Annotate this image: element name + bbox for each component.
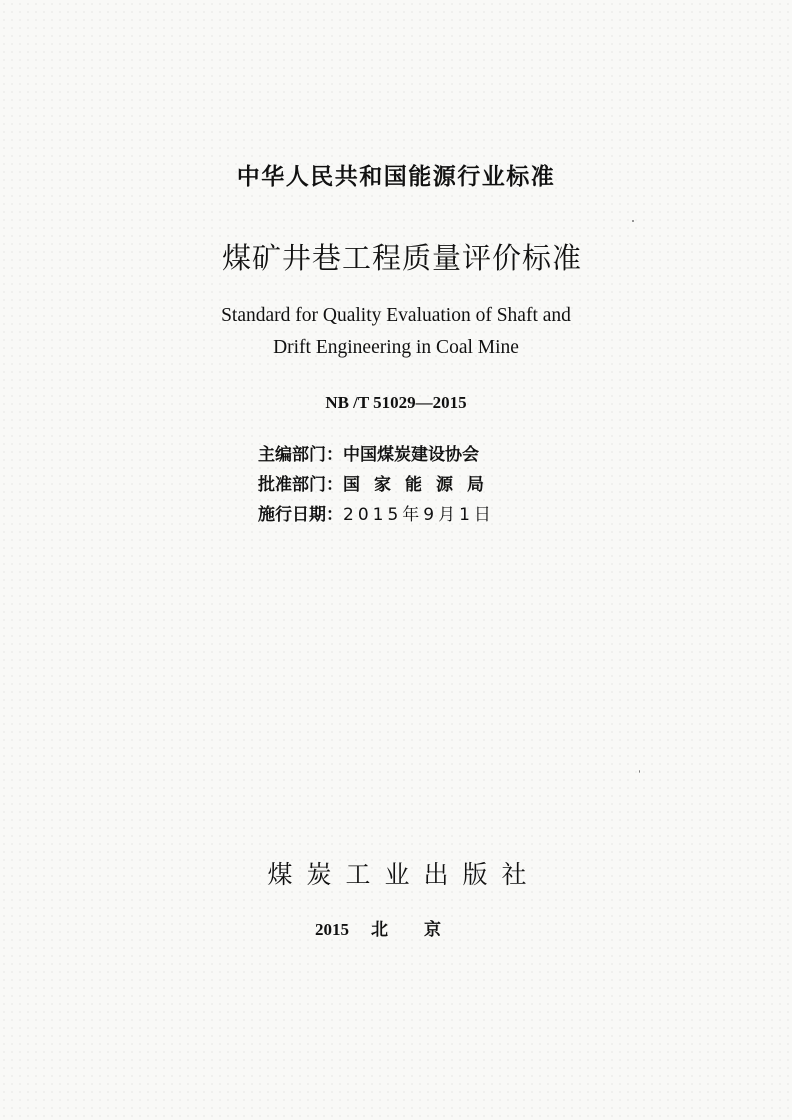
meta-approver-label: 批准部门： xyxy=(258,475,343,495)
scan-speck xyxy=(639,770,640,773)
standard-code: NB /T 51029—2015 xyxy=(325,393,467,412)
meta-effective-value: 2015年9月1日 xyxy=(343,505,495,525)
standard-meta xyxy=(258,440,498,530)
publication-info xyxy=(0,915,792,940)
series-title: 中华人民共和国能源行业标准 xyxy=(236,164,556,190)
publication-city: 北京 xyxy=(371,920,477,940)
meta-editor-row xyxy=(258,440,498,470)
title-english-line-2: Drift Engineering in Coal Mine xyxy=(273,337,519,358)
publication-year: 2015 xyxy=(315,920,349,939)
meta-approver-row xyxy=(258,470,498,500)
meta-approver-value: 国家能源局 xyxy=(343,475,498,495)
publisher-name: 煤炭工业出版社 xyxy=(267,860,541,889)
title-chinese: 煤矿井巷工程质量评价标准 xyxy=(221,241,582,275)
title-english-line-1: Standard for Quality Evaluation of Shaft and xyxy=(221,305,571,326)
meta-effective-label: 施行日期： xyxy=(258,505,343,525)
scan-speck xyxy=(632,220,634,222)
meta-effective-row xyxy=(258,500,498,530)
title-english xyxy=(0,300,792,364)
meta-editor-value: 中国煤炭建设协会 xyxy=(343,445,479,465)
meta-editor-label: 主编部门： xyxy=(258,445,343,465)
